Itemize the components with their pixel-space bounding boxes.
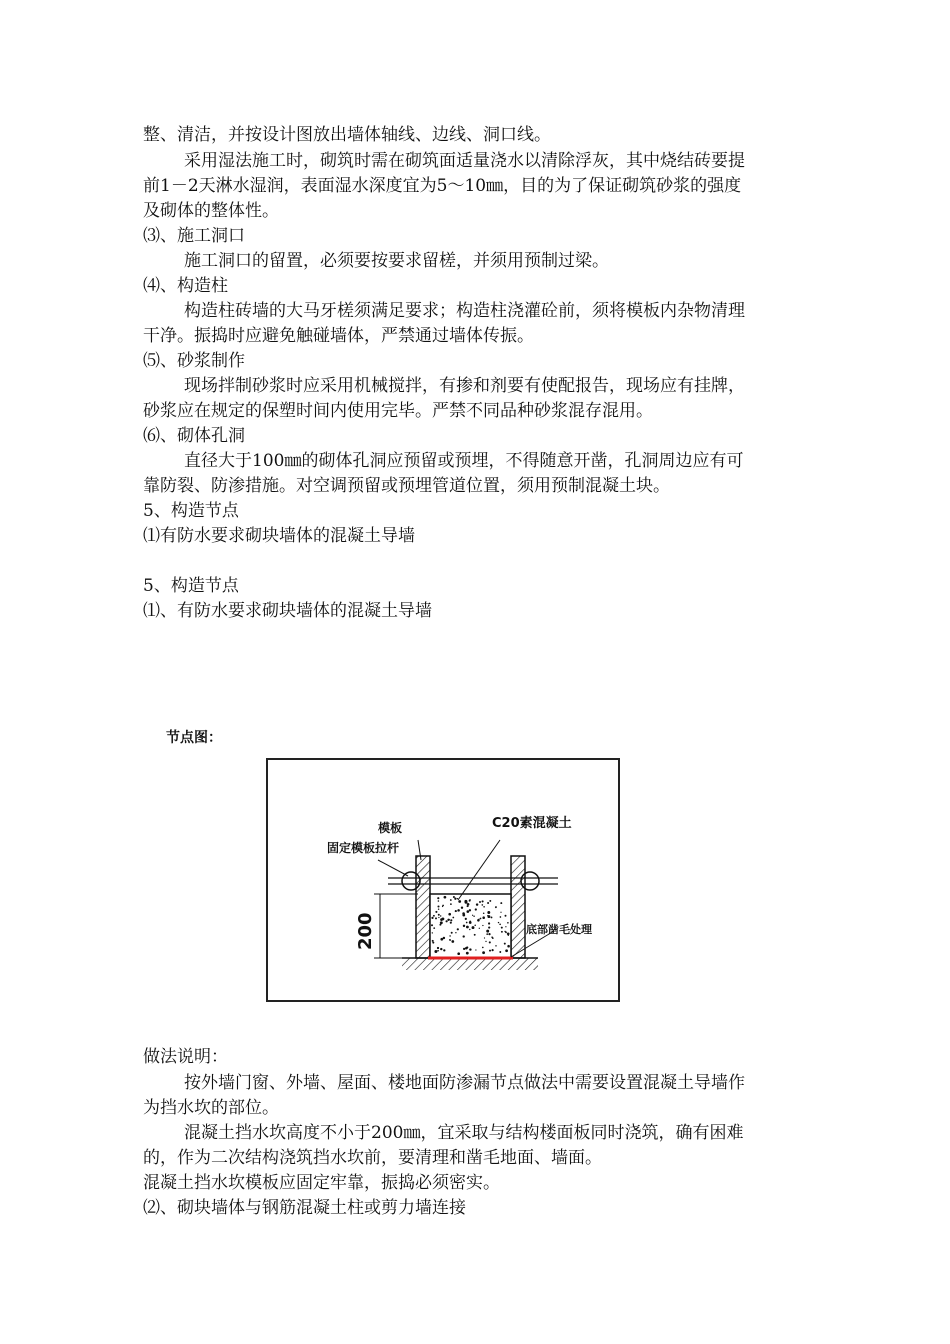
aggregate-dot bbox=[450, 903, 452, 905]
paragraph-line: 干净。振捣时应避免触碰墙体，严禁通过墙体传振。 bbox=[143, 326, 534, 346]
ground-slab bbox=[402, 958, 538, 970]
paragraph-line: 的，作为二次结构浇筑挡水坎前，要清理和凿毛地面、墙面。 bbox=[143, 1148, 602, 1168]
dimension-label: 200 bbox=[355, 912, 376, 950]
aggregate-dot bbox=[439, 924, 441, 926]
aggregate-dot bbox=[441, 917, 444, 920]
aggregate-dot bbox=[508, 934, 509, 935]
aggregate-dot bbox=[440, 938, 443, 941]
template-label: 模板 bbox=[378, 821, 403, 835]
aggregate-dot bbox=[505, 949, 508, 952]
aggregate-dot bbox=[466, 922, 468, 924]
aggregate-dot bbox=[498, 922, 499, 923]
aggregate-dot bbox=[489, 900, 491, 902]
aggregate-dot bbox=[479, 928, 480, 929]
paragraph-line: 5、构造节点 bbox=[143, 576, 239, 596]
aggregate-dot bbox=[438, 914, 440, 916]
aggregate-dot bbox=[463, 935, 465, 937]
paragraph-line: ⑴有防水要求砌块墙体的混凝土导墙 bbox=[143, 526, 415, 546]
aggregate-dot bbox=[463, 948, 465, 950]
aggregate-dot bbox=[466, 952, 469, 955]
aggregate-dot bbox=[432, 942, 434, 944]
aggregate-dot bbox=[437, 947, 439, 949]
aggregate-dot bbox=[507, 945, 510, 948]
aggregate-dot bbox=[482, 925, 483, 926]
roughening-label: 底部凿毛处理 bbox=[526, 923, 592, 936]
aggregate-dot bbox=[469, 929, 470, 930]
paragraph-line: 直径大于100㎜的砌体孔洞应预留或预埋，不得随意开凿，孔洞周边应有可 bbox=[184, 451, 744, 471]
paragraph-line: 及砌体的整体性。 bbox=[143, 201, 279, 221]
aggregate-dot bbox=[457, 909, 460, 912]
aggregate-dot bbox=[489, 941, 491, 943]
aggregate-dot bbox=[440, 948, 442, 950]
aggregate-dot bbox=[438, 917, 439, 918]
aggregate-dot bbox=[450, 919, 452, 921]
aggregate-dot bbox=[488, 927, 490, 929]
aggregate-dot bbox=[467, 905, 469, 907]
aggregate-dot bbox=[458, 900, 461, 903]
paragraph-line: ⑵、砌块墙体与钢筋混凝土柱或剪力墙连接 bbox=[143, 1198, 466, 1218]
node-diagram bbox=[266, 758, 620, 1002]
aggregate-dot bbox=[434, 950, 437, 953]
right-formwork bbox=[511, 856, 525, 958]
aggregate-dot bbox=[469, 948, 471, 950]
paragraph-line: 为挡水坎的部位。 bbox=[143, 1098, 279, 1118]
aggregate-dot bbox=[451, 932, 453, 934]
aggregate-dot bbox=[435, 911, 437, 913]
aggregate-dot bbox=[454, 898, 456, 900]
aggregate-dot bbox=[476, 903, 478, 905]
aggregate-dot bbox=[467, 910, 470, 913]
aggregate-dot bbox=[500, 912, 501, 913]
aggregate-dot bbox=[463, 925, 465, 927]
aggregate-dot bbox=[507, 922, 509, 924]
aggregate-dot bbox=[485, 941, 486, 942]
aggregate-dot bbox=[432, 932, 433, 933]
aggregate-dot bbox=[500, 916, 502, 918]
aggregate-dot bbox=[452, 917, 454, 919]
aggregate-dot bbox=[437, 950, 439, 952]
aggregate-dot bbox=[491, 916, 493, 918]
aggregate-dot bbox=[438, 908, 439, 909]
aggregate-dot bbox=[431, 917, 433, 919]
aggregate-dot bbox=[446, 920, 448, 922]
aggregate-dot bbox=[451, 940, 454, 943]
aggregate-dot bbox=[457, 952, 460, 955]
aggregate-dot bbox=[472, 915, 473, 916]
aggregate-dot bbox=[482, 951, 485, 954]
aggregate-dot bbox=[469, 922, 471, 924]
aggregate-dot bbox=[449, 939, 451, 941]
paragraph-line: 混凝土挡水坎模板应固定牢靠，振捣必须密实。 bbox=[143, 1173, 500, 1193]
aggregate-dot bbox=[431, 924, 433, 926]
paragraph-line: 构造柱砖墙的大马牙槎须满足要求；构造柱浇灌砼前，须将模板内杂物清理 bbox=[184, 301, 745, 321]
aggregate-dot bbox=[438, 900, 440, 902]
aggregate-dot bbox=[480, 918, 482, 920]
aggregate-dot bbox=[433, 927, 435, 929]
aggregate-dot bbox=[482, 900, 484, 902]
aggregate-dot bbox=[444, 896, 447, 899]
aggregate-dot bbox=[489, 950, 491, 952]
aggregate-dot bbox=[455, 932, 456, 933]
paragraph-line: 前1－2天淋水湿润，表面湿水深度宜为5～10㎜，目的为了保证砌筑砂浆的强度 bbox=[143, 176, 742, 196]
aggregate-dot bbox=[505, 926, 506, 927]
aggregate-dot bbox=[457, 928, 459, 930]
aggregate-dot bbox=[473, 915, 474, 916]
tierod-label: 固定模板拉杆 bbox=[327, 841, 400, 855]
aggregate-dot bbox=[504, 943, 506, 945]
leader-concrete bbox=[458, 840, 500, 900]
paragraph-line: ⑴、有防水要求砌块墙体的混凝土导墙 bbox=[143, 601, 432, 621]
aggregate-dot bbox=[499, 951, 501, 953]
aggregate-dot bbox=[432, 940, 434, 942]
aggregate-dot bbox=[486, 933, 488, 935]
aggregate-dot bbox=[448, 913, 451, 916]
figure-caption: 节点图： bbox=[166, 730, 222, 746]
aggregate-dot bbox=[500, 902, 502, 904]
aggregate-dot bbox=[462, 914, 465, 917]
aggregate-dot bbox=[479, 901, 481, 903]
aggregate-dot bbox=[492, 949, 494, 951]
aggregate-dot bbox=[501, 927, 503, 929]
aggregate-dot bbox=[475, 908, 477, 910]
leader-tierod bbox=[378, 860, 408, 876]
aggregate-dot bbox=[487, 915, 488, 916]
aggregate-dot bbox=[495, 906, 497, 908]
aggregate-dot bbox=[504, 931, 505, 932]
aggregate-dot bbox=[483, 913, 485, 915]
aggregate-dot bbox=[484, 937, 485, 938]
aggregate-dot bbox=[483, 906, 485, 908]
aggregate-dot bbox=[501, 931, 503, 933]
aggregate-dot bbox=[469, 900, 471, 902]
aggregate-dot bbox=[482, 947, 484, 949]
paragraph-line: 5、构造节点 bbox=[143, 501, 239, 521]
aggregate-dot bbox=[499, 923, 501, 925]
aggregate-dot bbox=[478, 919, 479, 920]
paragraph-line: ⑹、砌体孔洞 bbox=[143, 426, 245, 446]
paragraph-line: 施工洞口的留置，必须要按要求留槎，并须用预制过梁。 bbox=[184, 251, 609, 271]
aggregate-dot bbox=[433, 915, 435, 917]
paragraph-line: 整、清洁，并按设计图放出墙体轴线、边线、洞口线。 bbox=[143, 125, 551, 145]
aggregate-dot bbox=[455, 910, 457, 912]
paragraph-line: ⑸、砂浆制作 bbox=[143, 351, 245, 371]
aggregate-dot bbox=[443, 949, 445, 951]
left-formwork bbox=[416, 856, 430, 958]
aggregate-dot bbox=[450, 899, 452, 901]
aggregate-dot bbox=[482, 904, 484, 906]
aggregate-dot bbox=[487, 902, 489, 904]
aggregate-dot bbox=[482, 916, 485, 919]
aggregate-dot bbox=[464, 900, 467, 903]
paragraph-line: 现场拌制砂浆时应采用机械搅拌，有掺和剂要有使配报告，现场应有挂牌， bbox=[184, 376, 745, 396]
aggregate-dot bbox=[505, 915, 507, 917]
aggregate-dot bbox=[491, 936, 493, 938]
aggregate-dot bbox=[474, 925, 476, 927]
paragraph-line: 砂浆应在规定的保塑时间内使用完毕。严禁不同品种砂浆混存混用。 bbox=[143, 401, 653, 421]
aggregate-dot bbox=[467, 947, 468, 948]
aggregate-dot bbox=[450, 922, 452, 924]
aggregate-dot bbox=[435, 917, 437, 919]
aggregate-dot bbox=[475, 949, 476, 950]
aggregate-dot bbox=[487, 911, 490, 914]
paragraph-line: 做法说明： bbox=[143, 1047, 228, 1067]
paragraph-line: ⑶、施工洞口 bbox=[143, 226, 245, 246]
aggregate-dot bbox=[474, 934, 476, 936]
aggregate-dot bbox=[457, 898, 458, 899]
aggregate-dot bbox=[437, 897, 439, 899]
aggregate-dot bbox=[437, 905, 439, 907]
aggregate-dot bbox=[449, 935, 450, 936]
paragraph-line: 混凝土挡水坎高度不小于200㎜，宜采取与结构楼面板同时浇筑，确有困难 bbox=[184, 1123, 744, 1143]
aggregate-dot bbox=[466, 926, 469, 929]
aggregate-dot bbox=[469, 909, 471, 911]
paragraph-line: 采用湿法施工时，砌筑时需在砌筑面适量浇水以清除浮灰，其中烧结砖要提 bbox=[184, 151, 745, 171]
aggregate-dot bbox=[453, 896, 455, 898]
aggregate-dot bbox=[495, 945, 496, 946]
aggregate-dot bbox=[488, 922, 490, 924]
aggregate-dot bbox=[449, 919, 450, 920]
paragraph-line: 按外墙门窗、外墙、屋面、楼地面防渗漏节点做法中需要设置混凝土导墙作 bbox=[184, 1073, 745, 1093]
concrete-label: C20素混凝土 bbox=[492, 816, 572, 831]
paragraph-line: 靠防裂、防渗措施。对空调预留或预埋管道位置，须用预制混凝土块。 bbox=[143, 476, 670, 496]
aggregate-dot bbox=[465, 918, 467, 920]
aggregate-dot bbox=[472, 926, 475, 929]
aggregate-dot bbox=[440, 915, 441, 916]
aggregate-dot bbox=[488, 933, 490, 935]
aggregate-dot bbox=[486, 930, 489, 933]
paragraph-line: ⑷、构造柱 bbox=[143, 276, 228, 296]
aggregate-dot bbox=[461, 907, 463, 909]
node-diagram-svg bbox=[268, 760, 620, 1002]
aggregate-dot bbox=[442, 905, 444, 907]
